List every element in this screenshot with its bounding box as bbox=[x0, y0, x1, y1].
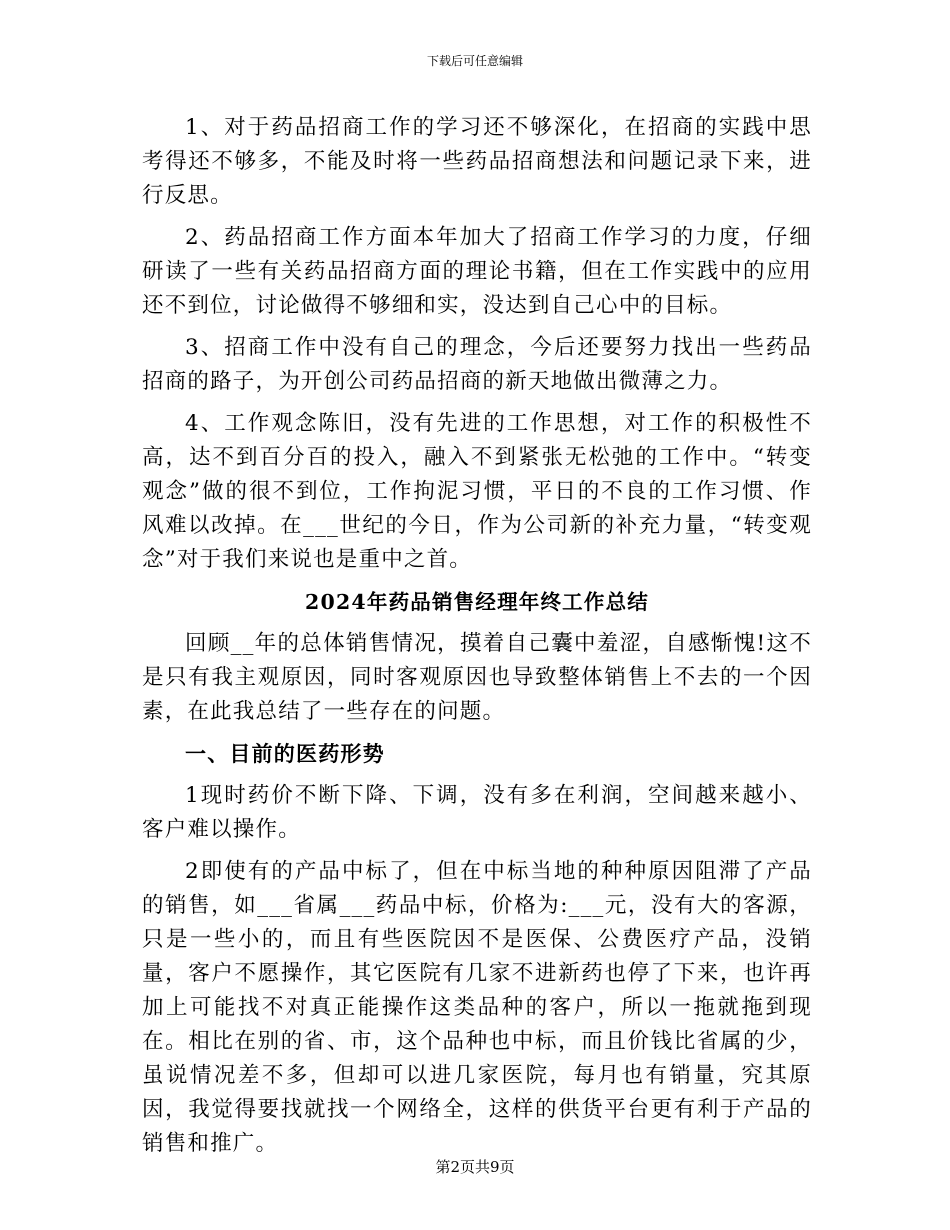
document-body bbox=[142, 111, 812, 1161]
page-number: 第2页共9页 bbox=[435, 1158, 515, 1176]
section-heading-1: 一、目前的医药形势 bbox=[185, 741, 385, 766]
section-title: 2024年药品销售经理年终工作总结 bbox=[305, 590, 649, 614]
paragraph-item-3: 3、招商工作中没有自己的理念，今后还要努力找出一些药品招商的路子，为开创公司药品招商的新天地做出微薄之力。 bbox=[142, 335, 812, 394]
page-header-note: 下载后可任意编辑 bbox=[426, 54, 523, 68]
paragraph-item-4: 4、工作观念陈旧，没有先进的工作思想，对工作的积极性不高，达不到百分百的投入，融入不到紧张无松弛的工作中。“转变观念”做的很不到位，工作拘泥习惯，平日的不良的工作习惯、作风难以改掉。在___世纪的今日，作为公司新的补充力量，“转变观念”对于我们来说也是重中之首。 bbox=[142, 411, 812, 572]
paragraph-item-1: 1、对于药品招商工作的学习还不够深化，在招商的实践中思考得还不够多，不能及时将一些药品招商想法和问题记录下来，进行反思。 bbox=[142, 115, 812, 208]
paragraph-point-1: 1现时药价不断下降、下调，没有多在利润，空间越来越小、客户难以操作。 bbox=[142, 783, 812, 842]
paragraph-item-2: 2、药品招商工作方面本年加大了招商工作学习的力度，仔细研读了一些有关药品招商方面的理论书籍，但在工作实践中的应用还不到位，讨论做得不够细和实，没达到自己心中的目标。 bbox=[142, 225, 812, 318]
intro-paragraph: 回顾__年的总体销售情况，摸着自己囊中羞涩，自感惭愧!这不是只有我主观原因，同时客观原因也导致整体销售上不去的一个因素，在此我总结了一些存在的问题。 bbox=[142, 631, 812, 724]
paragraph-point-2: 2即使有的产品中标了，但在中标当地的种种原因阻滞了产品的销售，如___省属___药品中标，价格为:___元，没有大的客源，只是一些小的，而且有些医院因不是医保、公费医疗产品，没销量，客户不愿操作，其它医院有几家不进新药也停了下来，也许再加上可能找不对真正能操作这类品种的客户，所以一拖就拖到现在。相比在别的省、市，这个品种也中标，而且价钱比省属的少，虽说情况差不多，但却可以进几家医院，每月也有销量，究其原因，我觉得要找就找一个网络全，这样的供货平台更有利于产品的销售和推广。 bbox=[142, 859, 812, 1156]
